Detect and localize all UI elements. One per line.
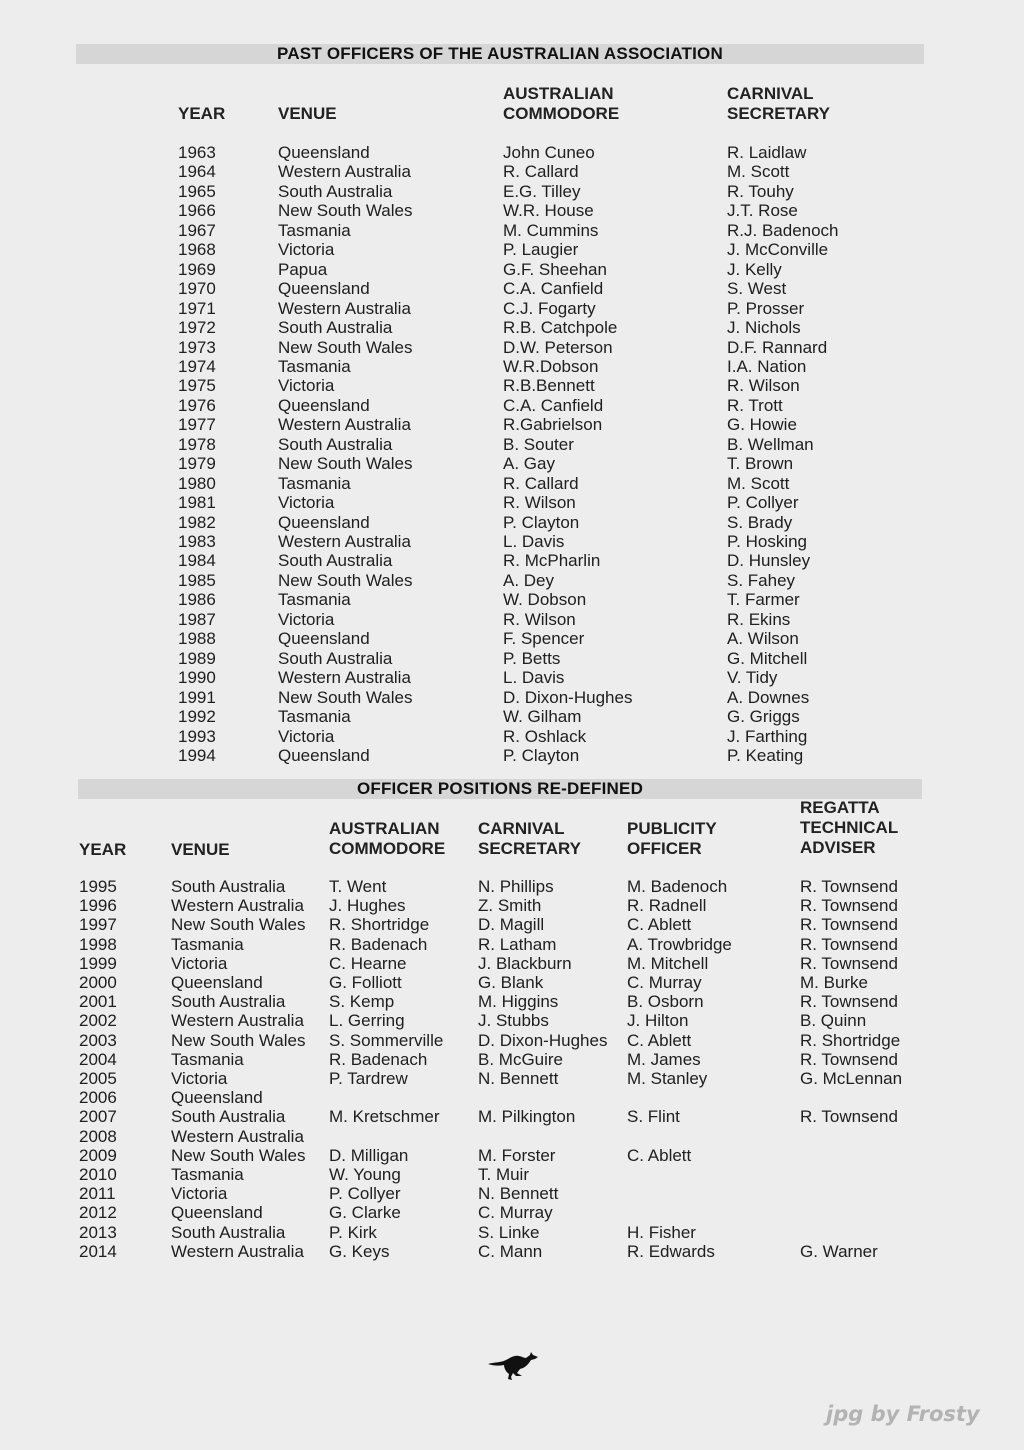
table-cell: F. Spencer (503, 629, 585, 649)
table-cell: 1986 (178, 590, 216, 610)
table-cell: P. Clayton (503, 745, 580, 765)
table-cell: W. Dobson (503, 590, 587, 610)
table-cell: R. Shortridge (800, 1030, 901, 1050)
table-cell: W. Young (329, 1165, 401, 1184)
table-cell: G. Warner (800, 1241, 878, 1261)
table-cell: G. Clarke (329, 1203, 401, 1223)
table-cell: 2007 (79, 1107, 117, 1127)
table-cell: 1969 (178, 259, 216, 279)
table-cell: New South Wales (171, 915, 306, 935)
table-cell: 1994 (178, 745, 216, 765)
table-cell: 1995 (79, 877, 117, 896)
table-cell: Western Australia (278, 532, 411, 551)
table-cell: P. Clayton (503, 512, 580, 532)
table-cell: 1993 (178, 726, 216, 746)
table-cell: L. Davis (503, 668, 565, 688)
table-cell: C.A. Canfield (503, 395, 604, 415)
table-cell: R. Townsend (800, 953, 898, 973)
table-cell: Papua (278, 259, 328, 279)
table-cell: Queensland (171, 973, 263, 992)
table-cell: R. Townsend (800, 877, 898, 896)
table-cell: T. Muir (478, 1165, 529, 1184)
table-cell: A. Downes (727, 687, 810, 707)
table-cell: Queensland (171, 1203, 263, 1223)
table-cell: 1997 (79, 915, 117, 935)
table-cell: D. Milligan (329, 1145, 409, 1165)
table-cell: South Australia (278, 181, 393, 201)
table-cell: D. Dixon-Hughes (503, 687, 633, 707)
table-cell: 1971 (178, 298, 216, 318)
table-cell: 2004 (79, 1049, 117, 1069)
table-cell: J. Stubbs (478, 1011, 549, 1031)
header-year: YEAR (178, 104, 226, 123)
table-cell: D. Magill (478, 915, 545, 935)
table-cell: 2006 (79, 1088, 117, 1108)
table-cell: G. Folliott (329, 973, 402, 992)
table-cell: New South Wales (171, 1145, 306, 1165)
table-cell: M. Forster (478, 1145, 556, 1165)
table-cell: 1990 (178, 668, 216, 688)
table-cell: R.B. Catchpole (503, 318, 618, 338)
table-cell: Queensland (278, 629, 370, 649)
table-cell: J. Hilton (627, 1011, 689, 1031)
table-cell: 2001 (79, 992, 117, 1012)
table-cell: 1998 (79, 934, 117, 954)
table-cell: Tasmania (171, 934, 244, 954)
table-cell: C. Ablett (627, 1030, 692, 1050)
table-cell: I.A. Nation (727, 356, 807, 376)
table-cell: New South Wales (278, 570, 413, 590)
table-cell: M. Scott (727, 162, 790, 182)
table-cell: M. James (627, 1049, 701, 1069)
table-cell: C. Ablett (627, 1145, 692, 1165)
table-cell: C. Mann (478, 1241, 543, 1261)
table-cell: C. Murray (627, 973, 702, 992)
table-cell: M. Scott (727, 473, 790, 493)
table-cell: P. Kirk (329, 1222, 377, 1242)
table-cell: R. Badenach (329, 1049, 428, 1069)
table-cell: G. Howie (727, 415, 797, 435)
table-cell: M. Pilkington (478, 1107, 576, 1127)
table-cell: 1989 (178, 648, 216, 668)
header-regatta-technical-adviser: REGATTA TECHNICAL ADVISER (800, 798, 899, 857)
table-cell: G. Mitchell (727, 648, 808, 668)
table-cell: 1977 (178, 415, 216, 435)
table-cell: E.G. Tilley (503, 181, 581, 201)
table-cell: 1985 (178, 570, 216, 590)
table-cell: C. Hearne (329, 953, 407, 973)
table-cell: S. Sommerville (329, 1030, 444, 1050)
table-cell: 2005 (79, 1069, 117, 1088)
table-cell: C.J. Fogarty (503, 298, 596, 318)
table-cell: M. Burke (800, 973, 869, 992)
table-cell: R. Oshlack (503, 726, 587, 746)
table-cell: R. Wilson (503, 609, 576, 629)
table-cell: R. Wilson (503, 493, 576, 513)
table-cell: Tasmania (278, 707, 351, 727)
table-cell: South Australia (171, 877, 286, 896)
table-cell: M. Cummins (503, 220, 599, 240)
table-cell: B. Souter (503, 434, 574, 454)
header-australian-commodore: AUSTRALIAN COMMODORE (329, 819, 446, 858)
table-cell: S. Fahey (727, 570, 796, 590)
table-cell: Z. Smith (478, 896, 542, 916)
table-cell: 1981 (178, 493, 216, 513)
table-cell: W.R.Dobson (503, 356, 599, 376)
kangaroo-icon (486, 1346, 540, 1382)
table-cell: 2000 (79, 973, 117, 992)
table-cell: P. Keating (727, 745, 804, 765)
table-cell: T. Brown (727, 454, 794, 474)
table-cell: W.R. House (503, 201, 594, 221)
table-cell: 2011 (79, 1184, 116, 1204)
table-cell: R. Callard (503, 473, 579, 493)
table-cell: N. Bennett (478, 1069, 559, 1088)
table-cell: L. Gerring (329, 1011, 405, 1031)
table-cell: R. Radnell (627, 896, 707, 916)
table-cell: J. Hughes (329, 896, 406, 916)
table-cell: J. Blackburn (478, 953, 572, 973)
table-cell: South Australia (278, 434, 393, 454)
table-cell: J. Nichols (727, 318, 801, 338)
table-cell: Victoria (278, 376, 335, 396)
table-cell: C. Murray (478, 1203, 553, 1223)
table-cell: J. Farthing (727, 726, 808, 746)
table-cell: 1964 (178, 162, 216, 182)
table-cell: M. Badenoch (627, 877, 728, 896)
table-cell: G. McLennan (800, 1069, 903, 1088)
table-cell: Victoria (171, 1069, 228, 1088)
table-cell: R.B.Bennett (503, 376, 595, 396)
header-year: YEAR (79, 840, 127, 859)
table-cell: R. Ekins (727, 609, 791, 629)
table-cell: S. West (727, 279, 787, 299)
table-cell: 1987 (178, 609, 216, 629)
table-cell: R. Townsend (800, 915, 898, 935)
table-cell: C.A. Canfield (503, 279, 604, 299)
table-cell: New South Wales (278, 454, 413, 474)
table-cell: J. Kelly (727, 259, 782, 279)
table-cell: R. Townsend (800, 992, 898, 1012)
header-venue: VENUE (278, 104, 337, 123)
table-cell: Queensland (278, 512, 370, 532)
table-cell: Western Australia (278, 298, 411, 318)
table-cell: 2002 (79, 1011, 117, 1031)
table-cell: New South Wales (278, 201, 413, 221)
table-cell: P. Laugier (503, 240, 579, 260)
table-cell: R. Laidlaw (727, 143, 807, 162)
table-cell: 2008 (79, 1126, 117, 1146)
table-cell: Victoria (278, 493, 335, 513)
table-cell: G. Keys (329, 1241, 390, 1261)
header-venue: VENUE (171, 840, 230, 859)
header-carnival-secretary: CARNIVAL SECRETARY (478, 819, 581, 858)
table-cell: 1973 (178, 337, 216, 357)
table-cell: 1968 (178, 240, 216, 260)
table-cell: Victoria (171, 953, 228, 973)
table-cell: Queensland (278, 745, 370, 765)
table-cell: R. Trott (727, 395, 783, 415)
table-cell: New South Wales (278, 687, 413, 707)
table-cell: T. Farmer (727, 590, 800, 610)
table-cell: A. Wilson (727, 629, 799, 649)
watermark-text: jpg by Frosty (826, 1402, 980, 1426)
table-cell: Tasmania (278, 220, 351, 240)
table-cell: Tasmania (278, 473, 351, 493)
table-cell: R. McPharlin (503, 551, 601, 571)
table-cell: Queensland (278, 279, 370, 299)
table-cell: Victoria (278, 726, 335, 746)
table-cell: Tasmania (171, 1165, 244, 1184)
table-cell: B. Osborn (627, 992, 704, 1012)
table-cell: P. Hosking (727, 532, 808, 551)
header-carnival-secretary: CARNIVAL SECRETARY (727, 84, 830, 123)
table-cell: John Cuneo (503, 143, 595, 162)
table-cell: 2012 (79, 1203, 117, 1223)
table-cell: 1975 (178, 376, 216, 396)
table-cell: Victoria (278, 240, 335, 260)
table-cell: 2003 (79, 1030, 117, 1050)
table-cell: S. Kemp (329, 992, 395, 1012)
table-cell: R. Callard (503, 162, 579, 182)
table-cell: A. Dey (503, 570, 555, 590)
table-cell: R. Shortridge (329, 915, 430, 935)
table-cell: Western Australia (171, 1126, 304, 1146)
table-cell: Western Australia (171, 1241, 304, 1261)
table-cell: R.Gabrielson (503, 415, 603, 435)
table-cell: 2013 (79, 1222, 117, 1242)
table-cell: M. Stanley (627, 1069, 708, 1088)
table-cell: R. Latham (478, 934, 557, 954)
table-cell: A. Gay (503, 454, 555, 474)
table-cell: Western Australia (278, 162, 411, 182)
table-cell: R. Touhy (727, 181, 794, 201)
table-cell: B. Wellman (727, 434, 814, 454)
table-cell: Queensland (278, 143, 370, 162)
table-cell: P. Betts (503, 648, 561, 668)
table-cell: 1976 (178, 395, 216, 415)
table-cell: 1965 (178, 181, 216, 201)
table-cell: South Australia (171, 1222, 286, 1242)
table-cell: 1974 (178, 356, 216, 376)
table-cell: 2010 (79, 1165, 117, 1184)
table-cell: T. Went (329, 877, 387, 896)
table-cell: R. Townsend (800, 934, 898, 954)
table-cell: R.J. Badenoch (727, 220, 839, 240)
table-cell: South Australia (278, 648, 393, 668)
table-cell: Victoria (278, 609, 335, 629)
table-cell: Western Australia (278, 668, 411, 688)
table-cell: M. Higgins (478, 992, 559, 1012)
table-cell: 1984 (178, 551, 216, 571)
table-cell: R. Badenach (329, 934, 428, 954)
table-cell: New South Wales (171, 1030, 306, 1050)
table-cell: P. Prosser (727, 298, 805, 318)
table-cell: 1999 (79, 953, 117, 973)
table-cell: L. Davis (503, 532, 565, 551)
table-cell: Western Australia (278, 415, 411, 435)
table-cell: Western Australia (171, 1011, 304, 1031)
table-cell: J. McConville (727, 240, 829, 260)
table-cell: 1991 (178, 687, 216, 707)
section-title-past-officers: PAST OFFICERS OF THE AUSTRALIAN ASSOCIATION (76, 44, 924, 64)
table-cell: A. Trowbridge (627, 934, 732, 954)
table-cell: V. Tidy (727, 668, 778, 688)
table-cell: S. Brady (727, 512, 793, 532)
table-cell: 1979 (178, 454, 216, 474)
table-cell: G. Griggs (727, 707, 800, 727)
table-cell: P. Collyer (727, 493, 799, 513)
table-cell: J.T. Rose (727, 201, 798, 221)
table-cell: 1992 (178, 707, 216, 727)
table-cell: R. Townsend (800, 1107, 898, 1127)
table-cell: Tasmania (171, 1049, 244, 1069)
table-cell: Victoria (171, 1184, 228, 1204)
table-cell: P. Tardrew (329, 1069, 408, 1088)
table-cell: M. Mitchell (627, 953, 709, 973)
table-cell: 1966 (178, 201, 216, 221)
table-cell: W. Gilham (503, 707, 582, 727)
table-cell: R. Townsend (800, 1049, 898, 1069)
table-cell: B. McGuire (478, 1049, 564, 1069)
table-cell: 1970 (178, 279, 216, 299)
table-cell: 1967 (178, 220, 216, 240)
table-cell: P. Collyer (329, 1184, 401, 1204)
table-cell: 1972 (178, 318, 216, 338)
table-cell: C. Ablett (627, 915, 692, 935)
table-cell: B. Quinn (800, 1011, 867, 1031)
table-cell: D. Dixon-Hughes (478, 1030, 608, 1050)
table-cell: S. Flint (627, 1107, 680, 1127)
table-cell: Western Australia (171, 896, 304, 916)
table-cell: R. Wilson (727, 376, 800, 396)
table-cell: South Australia (171, 992, 286, 1012)
section-title-positions-redefined: OFFICER POSITIONS RE-DEFINED (78, 779, 922, 799)
table-cell: Queensland (171, 1088, 263, 1108)
table-cell: N. Phillips (478, 877, 554, 896)
table-cell: 1963 (178, 143, 216, 162)
table-cell: 1988 (178, 629, 216, 649)
table-cell: 2014 (79, 1241, 117, 1261)
table-cell: Tasmania (278, 590, 351, 610)
table-cell: N. Bennett (478, 1184, 559, 1204)
table-cell: 1982 (178, 512, 216, 532)
table-cell: D.F. Rannard (727, 337, 828, 357)
table-cell: M. Kretschmer (329, 1107, 440, 1127)
header-australian-commodore: AUSTRALIAN COMMODORE (503, 84, 620, 123)
table-cell: South Australia (171, 1107, 286, 1127)
table-cell: R. Edwards (627, 1241, 715, 1261)
header-publicity-officer: PUBLICITY OFFICER (627, 819, 717, 858)
table-cell: 1978 (178, 434, 216, 454)
table-cell: New South Wales (278, 337, 413, 357)
table-cell: 1980 (178, 473, 216, 493)
table-cell: 2009 (79, 1145, 117, 1165)
table-cell: Queensland (278, 395, 370, 415)
table-cell: H. Fisher (627, 1222, 696, 1242)
table-cell: G. Blank (478, 973, 544, 992)
table-cell: South Australia (278, 318, 393, 338)
table-cell: 1983 (178, 532, 216, 551)
table-cell: D.W. Peterson (503, 337, 613, 357)
table-cell: S. Linke (478, 1222, 540, 1242)
table-cell: South Australia (278, 551, 393, 571)
table-cell: R. Townsend (800, 896, 898, 916)
table-cell: 1996 (79, 896, 117, 916)
table-cell: G.F. Sheehan (503, 259, 607, 279)
table-cell: D. Hunsley (727, 551, 811, 571)
table-cell: Tasmania (278, 356, 351, 376)
